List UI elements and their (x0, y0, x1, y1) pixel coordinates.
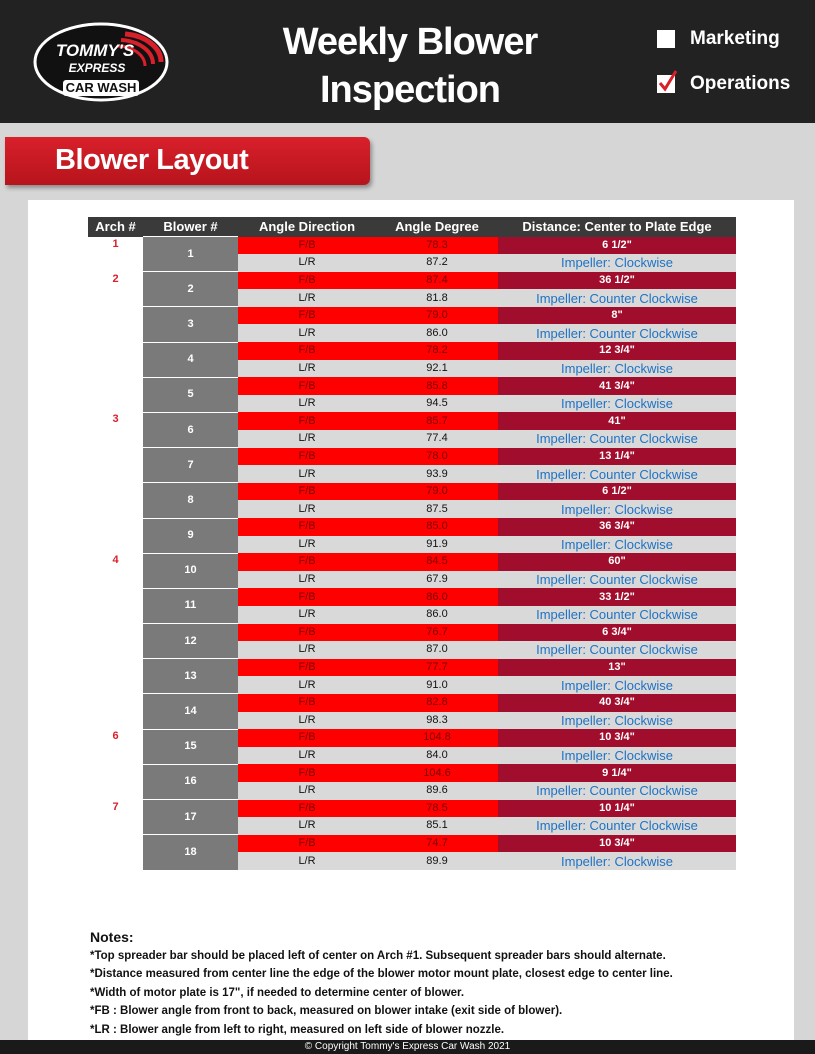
blower-number: 12 (143, 624, 238, 659)
distance: Impeller: Clockwise (498, 747, 736, 765)
blower-number: 2 (143, 272, 238, 307)
table-row (88, 729, 736, 747)
angle-direction: L/R (238, 747, 376, 765)
note-item: *Distance measured from center line the edge of the blower motor mount plate, closest edge to center line. (90, 968, 673, 980)
angle-direction: F/B (238, 448, 376, 466)
angle-degree: 91.9 (376, 536, 498, 554)
angle-degree: 87.2 (376, 254, 498, 272)
blower-number: 17 (143, 800, 238, 835)
blower-number: 6 (143, 412, 238, 447)
table-row (88, 272, 736, 290)
angle-direction: F/B (238, 588, 376, 606)
angle-direction: L/R (238, 536, 376, 554)
notes-section (90, 928, 780, 1039)
distance: 41 3/4" (498, 377, 736, 395)
angle-direction: L/R (238, 712, 376, 730)
blower-number: 1 (143, 237, 238, 272)
angle-direction: F/B (238, 659, 376, 677)
angle-degree: 78.5 (376, 800, 498, 818)
angle-degree: 87.5 (376, 500, 498, 518)
angle-direction: L/R (238, 430, 376, 448)
table-row (88, 553, 736, 571)
angle-degree: 98.3 (376, 712, 498, 730)
tommys-express-logo (33, 22, 169, 104)
angle-degree: 81.8 (376, 289, 498, 307)
section-banner (5, 137, 370, 185)
blower-number: 14 (143, 694, 238, 729)
angle-degree: 85.1 (376, 817, 498, 835)
distance: 40 3/4" (498, 694, 736, 712)
header-blower: Blower # (143, 217, 238, 237)
angle-direction: F/B (238, 624, 376, 642)
distance: 36 1/2" (498, 272, 736, 290)
angle-direction: L/R (238, 254, 376, 272)
angle-direction: L/R (238, 782, 376, 800)
angle-direction: L/R (238, 465, 376, 483)
distance: 10 3/4" (498, 729, 736, 747)
distance: Impeller: Counter Clockwise (498, 430, 736, 448)
table-row (88, 483, 736, 501)
operations-label: Operations (690, 73, 791, 94)
arch-number: 1 (88, 237, 143, 272)
arch-number: 6 (88, 729, 143, 799)
angle-degree: 77.4 (376, 430, 498, 448)
table-row (88, 835, 736, 853)
distance: Impeller: Clockwise (498, 712, 736, 730)
blower-number: 18 (143, 835, 238, 870)
distance: 12 3/4" (498, 342, 736, 360)
distance: Impeller: Clockwise (498, 254, 736, 272)
table-row (88, 518, 736, 536)
title-line1: Weekly Blower (282, 21, 538, 63)
distance: Impeller: Counter Clockwise (498, 817, 736, 835)
angle-direction: L/R (238, 571, 376, 589)
angle-degree: 89.6 (376, 782, 498, 800)
table-row (88, 588, 736, 606)
blower-table (88, 217, 736, 870)
angle-direction: F/B (238, 377, 376, 395)
angle-direction: F/B (238, 694, 376, 712)
distance: 13" (498, 659, 736, 677)
distance: Impeller: Counter Clockwise (498, 641, 736, 659)
distance: Impeller: Counter Clockwise (498, 606, 736, 624)
blower-number: 3 (143, 307, 238, 342)
distance: Impeller: Clockwise (498, 852, 736, 870)
angle-degree: 76.7 (376, 624, 498, 642)
angle-degree: 67.9 (376, 571, 498, 589)
table-row (88, 377, 736, 395)
angle-direction: F/B (238, 272, 376, 290)
note-item: *LR : Blower angle from left to right, measured on left side of blower nozzle. (90, 1023, 505, 1036)
arch-number: 4 (88, 553, 143, 729)
table-header-row (88, 217, 736, 237)
distance: 60" (498, 553, 736, 571)
angle-degree: 87.4 (376, 272, 498, 290)
angle-degree: 85.8 (376, 377, 498, 395)
table-row (88, 237, 736, 255)
angle-direction: L/R (238, 641, 376, 659)
header-angle-direction: Angle Direction (238, 217, 376, 237)
table-row (88, 412, 736, 430)
blower-number: 7 (143, 448, 238, 483)
marketing-checkbox[interactable] (657, 30, 675, 48)
distance: Impeller: Counter Clockwise (498, 465, 736, 483)
angle-degree: 82.8 (376, 694, 498, 712)
distance: 6 3/4" (498, 624, 736, 642)
distance: Impeller: Counter Clockwise (498, 782, 736, 800)
angle-degree: 86.0 (376, 606, 498, 624)
note-item: *Width of motor plate is 17", if needed to determine center of blower. (90, 986, 465, 999)
angle-direction: F/B (238, 518, 376, 536)
angle-degree: 78.3 (376, 237, 498, 255)
distance: Impeller: Clockwise (498, 676, 736, 694)
header-distance: Distance: Center to Plate Edge (498, 217, 736, 237)
distance: 9 1/4" (498, 764, 736, 782)
distance: 41" (498, 412, 736, 430)
angle-direction: F/B (238, 729, 376, 747)
footer-copyright: © Copyright Tommy's Express Car Wash 2021 (0, 1040, 815, 1054)
angle-degree: 92.1 (376, 360, 498, 378)
distance: 13 1/4" (498, 448, 736, 466)
angle-degree: 85.7 (376, 412, 498, 430)
content-panel (28, 200, 794, 1040)
header-bar (0, 0, 815, 123)
distance: 6 1/2" (498, 483, 736, 501)
angle-degree: 104.8 (376, 729, 498, 747)
arch-number: 2 (88, 272, 143, 413)
note-item: *FB : Blower angle from front to back, measured on blower intake (exit side of blower). (90, 1005, 563, 1017)
distance: 8" (498, 307, 736, 325)
angle-degree: 89.9 (376, 852, 498, 870)
distance: Impeller: Counter Clockwise (498, 571, 736, 589)
blower-number: 9 (143, 518, 238, 553)
arch-number: 3 (88, 412, 143, 553)
distance: Impeller: Clockwise (498, 500, 736, 518)
logo-line2: EXPRESS (68, 61, 126, 75)
blower-number: 10 (143, 553, 238, 588)
angle-degree: 86.0 (376, 588, 498, 606)
angle-direction: F/B (238, 342, 376, 360)
angle-direction: F/B (238, 800, 376, 818)
distance: Impeller: Clockwise (498, 395, 736, 413)
angle-direction: F/B (238, 553, 376, 571)
angle-degree: 86.0 (376, 324, 498, 342)
distance: 33 1/2" (498, 588, 736, 606)
note-item: *Top spreader bar should be placed left of center on Arch #1. Subsequent spreader bars should alternate. (90, 949, 666, 962)
blower-number: 13 (143, 659, 238, 694)
angle-direction: L/R (238, 676, 376, 694)
checkmark-icon (657, 68, 679, 94)
angle-direction: F/B (238, 835, 376, 853)
table-row (88, 448, 736, 466)
blower-number: 16 (143, 764, 238, 799)
angle-direction: F/B (238, 307, 376, 325)
angle-direction: F/B (238, 412, 376, 430)
distance: 10 3/4" (498, 835, 736, 853)
section-title: Blower Layout (55, 144, 249, 176)
blower-number: 4 (143, 342, 238, 377)
blower-number: 15 (143, 729, 238, 764)
angle-direction: L/R (238, 500, 376, 518)
angle-degree: 79.0 (376, 483, 498, 501)
angle-degree: 104.6 (376, 764, 498, 782)
angle-direction: L/R (238, 852, 376, 870)
logo-line3: CAR WASH (65, 80, 137, 95)
table-row (88, 307, 736, 325)
notes-title: Notes: (90, 929, 134, 945)
angle-degree: 91.0 (376, 676, 498, 694)
blower-number: 11 (143, 588, 238, 623)
distance: 6 1/2" (498, 237, 736, 255)
angle-degree: 78.0 (376, 448, 498, 466)
angle-direction: L/R (238, 395, 376, 413)
angle-direction: L/R (238, 289, 376, 307)
arch-number: 7 (88, 800, 143, 870)
angle-degree: 94.5 (376, 395, 498, 413)
header-angle-degree: Angle Degree (376, 217, 498, 237)
angle-direction: L/R (238, 817, 376, 835)
marketing-label: Marketing (690, 28, 780, 49)
angle-direction: F/B (238, 483, 376, 501)
blower-number: 5 (143, 377, 238, 412)
table-row (88, 342, 736, 360)
table-row (88, 800, 736, 818)
angle-direction: F/B (238, 764, 376, 782)
table-row (88, 624, 736, 642)
angle-degree: 77.7 (376, 659, 498, 677)
angle-degree: 74.7 (376, 835, 498, 853)
distance: Impeller: Clockwise (498, 360, 736, 378)
distance: 36 3/4" (498, 518, 736, 536)
angle-degree: 78.2 (376, 342, 498, 360)
angle-degree: 87.0 (376, 641, 498, 659)
table-row (88, 659, 736, 677)
angle-degree: 79.0 (376, 307, 498, 325)
angle-degree: 84.5 (376, 553, 498, 571)
distance: Impeller: Clockwise (498, 536, 736, 554)
angle-direction: F/B (238, 237, 376, 255)
angle-degree: 85.0 (376, 518, 498, 536)
table-row (88, 764, 736, 782)
page-title (230, 18, 590, 114)
header-arch: Arch # (88, 217, 143, 237)
title-line2: Inspection (319, 69, 501, 111)
distance: Impeller: Counter Clockwise (498, 289, 736, 307)
blower-number: 8 (143, 483, 238, 518)
angle-degree: 93.9 (376, 465, 498, 483)
angle-degree: 84.0 (376, 747, 498, 765)
distance: Impeller: Counter Clockwise (498, 324, 736, 342)
logo-line1: TOMMY'S (55, 41, 135, 60)
angle-direction: L/R (238, 606, 376, 624)
angle-direction: L/R (238, 324, 376, 342)
distance: 10 1/4" (498, 800, 736, 818)
angle-direction: L/R (238, 360, 376, 378)
table-row (88, 694, 736, 712)
